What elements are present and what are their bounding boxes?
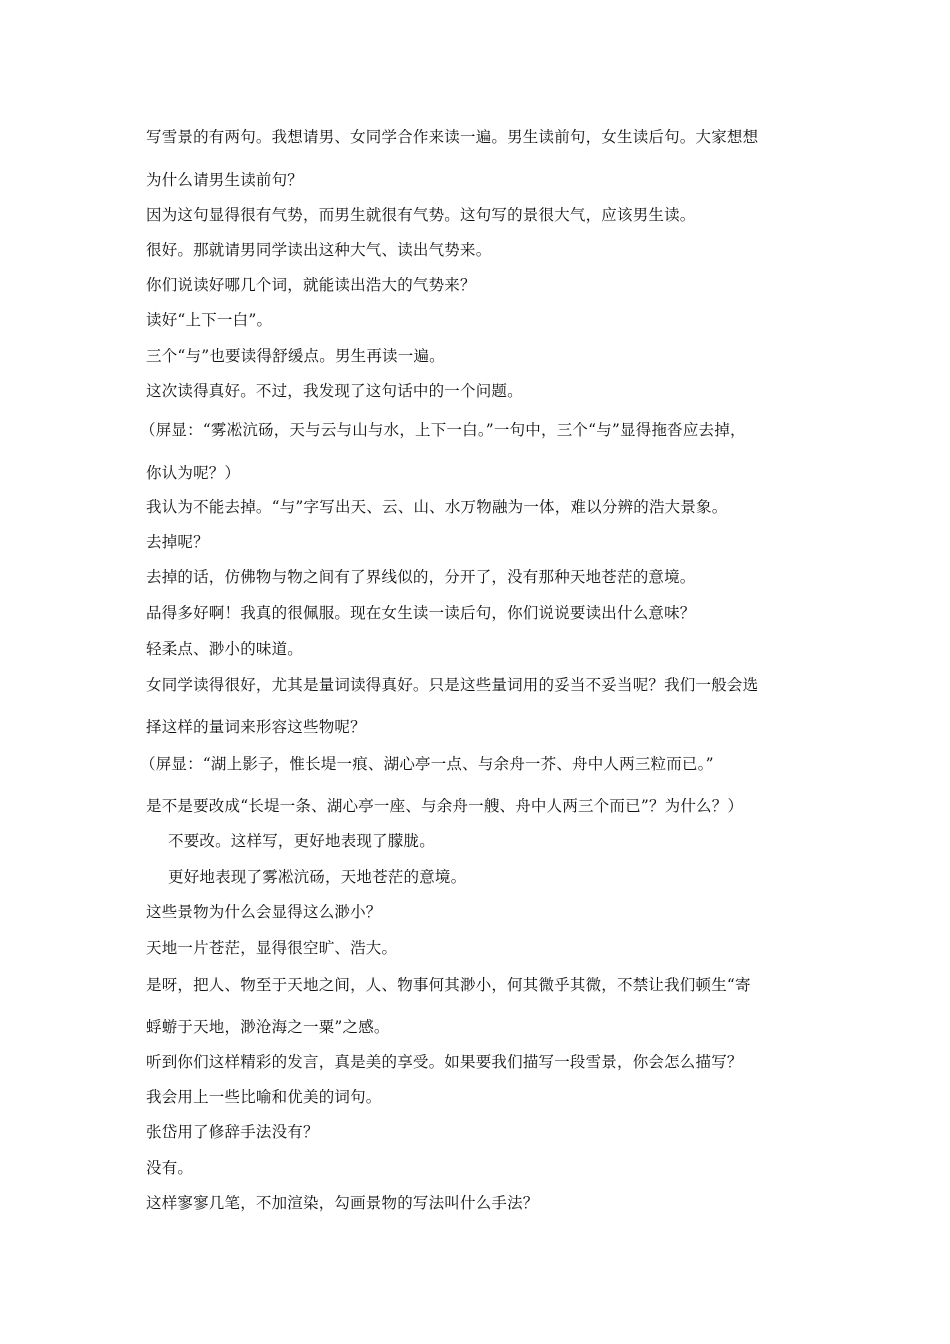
text-line: 为什么请男生读前句？ (146, 171, 304, 189)
text-line: 蜉蝣于天地，渺沧海之一粟”之感。 (146, 1018, 390, 1036)
text-line: 天地一片苍茫，显得很空旷、浩大。 (146, 939, 398, 957)
text-line: 这样寥寥几笔，不加渲染，勾画景物的写法叫什么手法？ (146, 1194, 539, 1212)
text-line: 听到你们这样精彩的发言，真是美的享受。如果要我们描写一段雪景，你会怎么描写？ (146, 1053, 743, 1071)
text-line: 你认为呢？） (146, 464, 241, 482)
text-line: 去掉呢？ (146, 533, 209, 551)
text-line: 三个“与”也要读得舒缓点。男生再读一遍。 (146, 347, 445, 365)
text-line: 你们说读好哪几个词，就能读出浩大的气势来？ (146, 276, 476, 294)
text-line: 很好。那就请男同学读出这种大气、读出气势来。 (146, 241, 492, 259)
text-line: 张岱用了修辞手法没有？ (146, 1123, 319, 1141)
text-line: 读好“上下一白”。 (146, 311, 273, 329)
text-line: 因为这句显得很有气势，而男生就很有气势。这句写的景很大气，应该男生读。 (146, 206, 696, 224)
text-line: （屏显：“湖上影子，惟长堤一痕、湖心亭一点、与余舟一芥、舟中人两三粒而已。” (140, 755, 714, 773)
text-line: 女同学读得很好，尤其是量词读得真好。只是这些量词用的妥当不妥当呢？我们一般会选 (146, 676, 759, 694)
text-line: 写雪景的有两句。我想请男、女同学合作来读一遍。男生读前句，女生读后句。大家想想 (146, 128, 759, 146)
text-line: 我认为不能去掉。“与”字写出天、云、山、水万物融为一体，难以分辨的浩大景象。 (146, 498, 728, 516)
text-line: 不要改。这样写，更好地表现了朦胧。 (168, 832, 435, 850)
text-line: 没有。 (146, 1159, 194, 1177)
text-line: 更好地表现了雾凇沆砀，天地苍茫的意境。 (168, 868, 467, 886)
text-line: （屏显：“雾凇沆砀，天与云与山与水，上下一白。”一句中，三个“与”显得拖沓应去掉， (140, 421, 746, 439)
text-line: 我会用上一些比喻和优美的词句。 (146, 1088, 382, 1106)
text-line: 品得多好啊！我真的很佩服。现在女生读一读后句，你们说说要读出什么意味？ (146, 604, 696, 622)
text-line: 去掉的话，仿佛物与物之间有了界线似的，分开了，没有那种天地苍茫的意境。 (146, 568, 696, 586)
text-line: 择这样的量词来形容这些物呢？ (146, 718, 366, 736)
text-line: 轻柔点、渺小的味道。 (146, 640, 304, 658)
text-line: 这些景物为什么会显得这么渺小？ (146, 903, 382, 921)
text-line: 这次读得真好。不过，我发现了这句话中的一个问题。 (146, 382, 523, 400)
text-line: 是不是要改成“长堤一条、湖心亭一座、与余舟一艘、舟中人两三个而已”？为什么？） (146, 797, 744, 815)
text-line: 是呀，把人、物至于天地之间，人、物事何其渺小，何其微乎其微，不禁让我们顿生“寄 (146, 976, 751, 994)
